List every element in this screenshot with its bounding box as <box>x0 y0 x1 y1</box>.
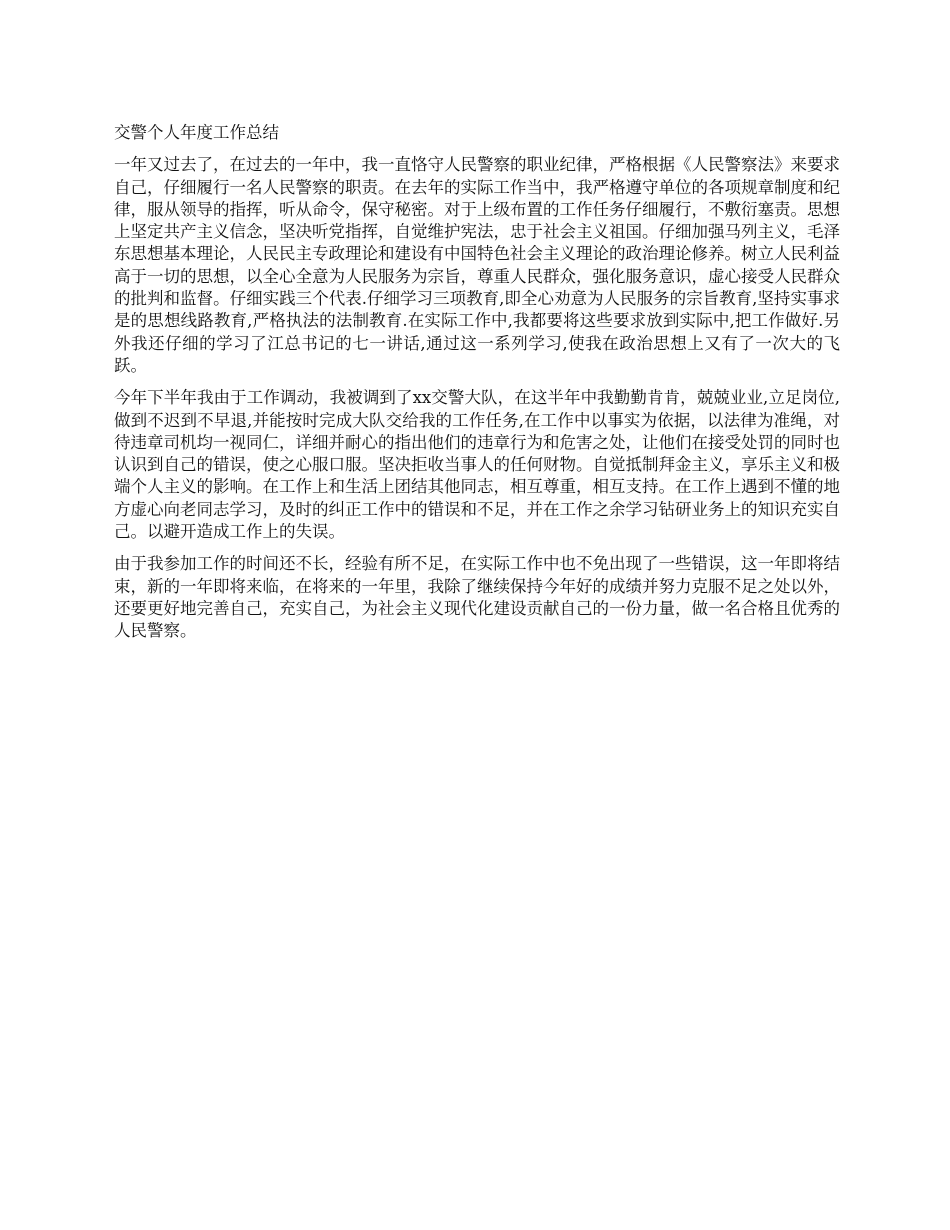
document-page <box>114 122 840 653</box>
paragraph-2: 今年下半年我由于工作调动，我被调到了xx交警大队，在这半年中我勤勤肯肯，兢兢业业,立足岗位,做到不迟到不早退,并能按时完成大队交给我的工作任务,在工作中以事实为依据，以法律为准绳，对待违章司机均一视同仁，详细并耐心的指出他们的违章行为和危害之处，让他们在接受处罚的同时也认识到自己的错误，使之心服口服。坚决拒收当事人的任何财物。自觉抵制拜金主义，享乐主义和极端个人主义的影响。在工作上和生活上团结其他同志，相互尊重，相互支持。在工作上遇到不懂的地方虚心向老同志学习，及时的纠正工作中的错误和不足，并在工作之余学习钻研业务上的知识充实自己。以避开造成工作上的失误。 <box>114 388 840 542</box>
paragraph-1: 一年又过去了，在过去的一年中，我一直恪守人民警察的职业纪律，严格根据《人民警察法》来要求自己，仔细履行一名人民警察的职责。在去年的实际工作当中，我严格遵守单位的各项规章制度和纪律，服从领导的指挥，听从命令，保守秘密。对于上级布置的工作任务仔细履行，不敷衍塞责。思想上坚定共产主义信念，坚决听党指挥，自觉维护宪法，忠于社会主义祖国。仔细加强马列主义，毛泽东思想基本理论，人民民主专政理论和建设有中国特色社会主义理论的政治理论修养。树立人民利益高于一切的思想，以全心全意为人民服务为宗旨，尊重人民群众，强化服务意识，虚心接受人民群众的批判和监督。仔细实践三个代表.仔细学习三项教育,即全心劝意为人民服务的宗旨教育,坚持实事求是的思想线路教育,严格执法的法制教育.在实际工作中,我都要将这些要求放到实际中,把工作做好.另外我还仔细的学习了江总书记的七一讲话,通过这一系列学习,使我在政治思想上又有了一次大的飞跃。 <box>114 155 840 375</box>
document-title: 交警个人年度工作总结 <box>114 123 279 142</box>
paragraph-3: 由于我参加工作的时间还不长，经验有所不足，在实际工作中也不免出现了一些错误，这一年即将结束，新的一年即将来临，在将来的一年里，我除了继续保持今年好的成绩并努力克服不足之处以外，还要更好地完善自己，充实自己，为社会主义现代化建设贡献自己的一份力量，做一名合格且优秀的人民警察。 <box>114 554 840 641</box>
